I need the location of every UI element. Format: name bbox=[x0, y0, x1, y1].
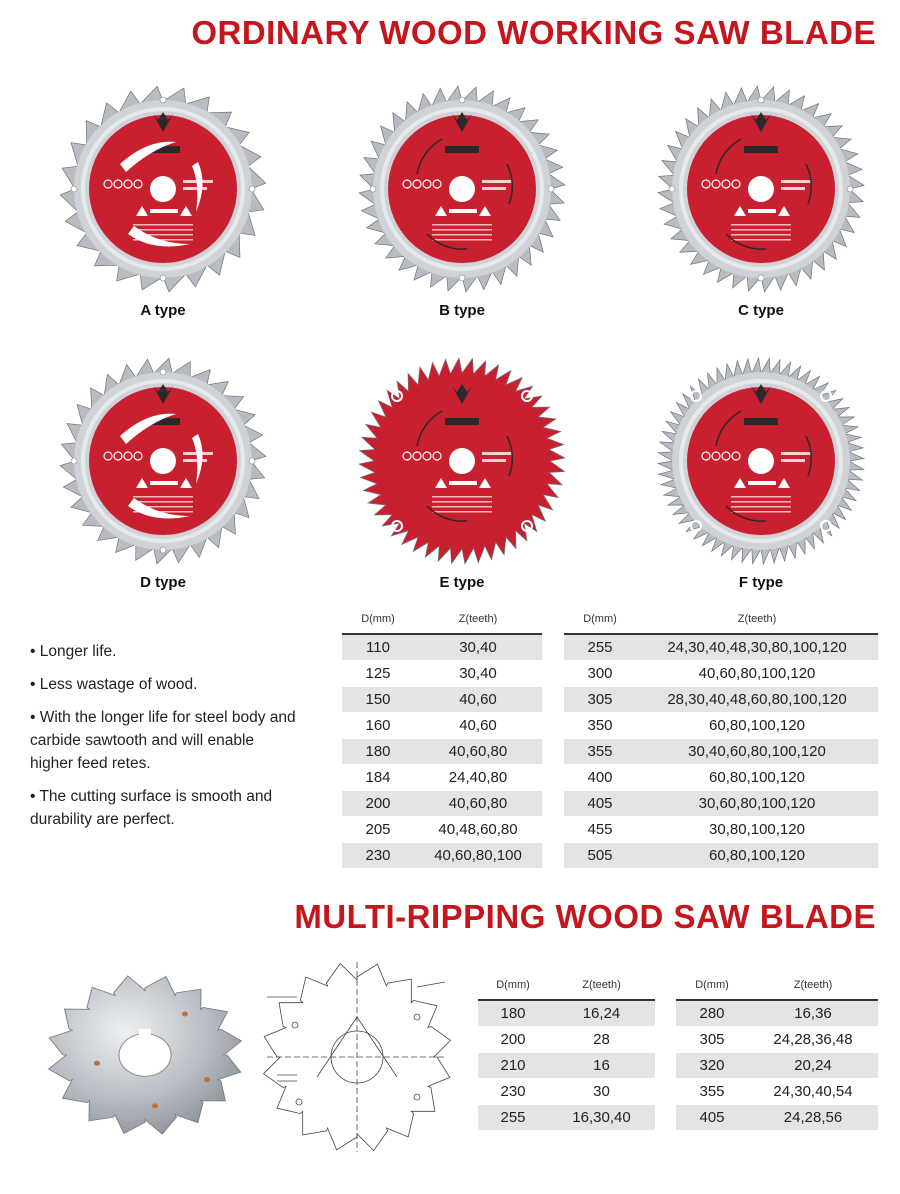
table-row bbox=[342, 712, 542, 738]
table-row bbox=[564, 634, 878, 660]
diameter-cell: 305 bbox=[676, 1026, 748, 1052]
column-header-teeth: Z(teeth) bbox=[582, 978, 621, 991]
table-row bbox=[478, 1052, 655, 1078]
diameter-cell: 350 bbox=[564, 712, 636, 738]
teeth-cell: 60,80,100,120 bbox=[636, 842, 878, 868]
column-header-diameter: D(mm) bbox=[695, 978, 729, 991]
diameter-cell: 125 bbox=[342, 660, 414, 686]
diameter-cell: 280 bbox=[676, 1000, 748, 1026]
table-row bbox=[342, 634, 542, 660]
teeth-cell: 24,30,40,48,30,80,100,120 bbox=[636, 634, 878, 660]
diameter-cell: 255 bbox=[564, 634, 636, 660]
feature-item: • Less wastage of wood. bbox=[30, 673, 298, 696]
teeth-cell: 40,48,60,80 bbox=[414, 816, 542, 842]
blade-b-label: B type bbox=[439, 302, 485, 319]
teeth-cell: 40,60 bbox=[414, 712, 542, 738]
teeth-cell: 24,40,80 bbox=[414, 764, 542, 790]
teeth-cell: 28 bbox=[548, 1026, 655, 1052]
teeth-cell: 20,24 bbox=[748, 1052, 878, 1078]
blade-d bbox=[48, 356, 278, 646]
diameter-cell: 200 bbox=[478, 1026, 548, 1052]
table-row bbox=[564, 764, 878, 790]
teeth-cell: 40,60,80 bbox=[414, 790, 542, 816]
blade-c-label: C type bbox=[738, 302, 784, 319]
diameter-cell: 230 bbox=[342, 842, 414, 868]
multi-ripping-blade-image bbox=[40, 955, 250, 1155]
diameter-cell: 210 bbox=[478, 1052, 548, 1078]
table-row bbox=[676, 1078, 878, 1104]
ordinary-spec-table-right bbox=[564, 604, 878, 869]
diameter-cell: 150 bbox=[342, 686, 414, 712]
teeth-cell: 16,24 bbox=[548, 1000, 655, 1026]
table-row bbox=[564, 686, 878, 712]
diameter-cell: 205 bbox=[342, 816, 414, 842]
diameter-cell: 405 bbox=[676, 1104, 748, 1130]
multi-spec-table-left bbox=[478, 970, 655, 1131]
saw-blade-a-image bbox=[58, 84, 268, 294]
teeth-cell: 40,60 bbox=[414, 686, 542, 712]
teeth-cell: 40,60,80 bbox=[414, 738, 542, 764]
diameter-cell: 300 bbox=[564, 660, 636, 686]
teeth-cell: 24,28,56 bbox=[748, 1104, 878, 1130]
diameter-cell: 355 bbox=[676, 1078, 748, 1104]
teeth-cell: 30,40,60,80,100,120 bbox=[636, 738, 878, 764]
teeth-cell: 16,30,40 bbox=[548, 1104, 655, 1130]
diameter-cell: 184 bbox=[342, 764, 414, 790]
teeth-cell: 24,30,40,54 bbox=[748, 1078, 878, 1104]
teeth-cell: 30,40 bbox=[414, 634, 542, 660]
table-row bbox=[478, 1078, 655, 1104]
diameter-cell: 455 bbox=[564, 816, 636, 842]
teeth-cell: 28,30,40,48,60,80,100,120 bbox=[636, 686, 878, 712]
table-row bbox=[564, 842, 878, 868]
table-row bbox=[564, 738, 878, 764]
diameter-cell: 320 bbox=[676, 1052, 748, 1078]
table-row bbox=[478, 1000, 655, 1026]
teeth-cell: 16 bbox=[548, 1052, 655, 1078]
teeth-cell: 30,80,100,120 bbox=[636, 816, 878, 842]
saw-blade-c-image bbox=[656, 84, 866, 294]
column-header-diameter: D(mm) bbox=[583, 612, 617, 625]
teeth-cell: 24,28,36,48 bbox=[748, 1026, 878, 1052]
diameter-cell: 305 bbox=[564, 686, 636, 712]
saw-blade-f-image bbox=[656, 356, 866, 566]
teeth-cell: 40,60,80,100 bbox=[414, 842, 542, 868]
table-row bbox=[342, 816, 542, 842]
teeth-cell: 60,80,100,120 bbox=[636, 712, 878, 738]
table-row bbox=[676, 1026, 878, 1052]
diameter-cell: 405 bbox=[564, 790, 636, 816]
diameter-cell: 180 bbox=[342, 738, 414, 764]
table-row bbox=[342, 764, 542, 790]
table-row bbox=[342, 790, 542, 816]
column-header-teeth: Z(teeth) bbox=[793, 978, 833, 991]
multi-ripping-heading: MULTI-RIPPING WOOD SAW BLADE bbox=[294, 898, 876, 935]
table-row bbox=[564, 660, 878, 686]
ordinary-spec-table-left bbox=[342, 604, 542, 869]
diameter-cell: 110 bbox=[342, 634, 414, 660]
table-row bbox=[342, 686, 542, 712]
teeth-cell: 40,60,80,100,120 bbox=[636, 660, 878, 686]
table-row bbox=[342, 738, 542, 764]
diameter-cell: 180 bbox=[478, 1000, 548, 1026]
blade-a-label: A type bbox=[140, 302, 186, 319]
table-row bbox=[564, 790, 878, 816]
diameter-cell: 200 bbox=[342, 790, 414, 816]
table-row bbox=[478, 1104, 655, 1130]
feature-item: • With the longer life for steel body and carbide sawtooth and will enable higher feed retes. bbox=[30, 706, 298, 775]
teeth-cell: 30,40 bbox=[414, 660, 542, 686]
teeth-cell: 30 bbox=[548, 1078, 655, 1104]
table-row bbox=[342, 660, 542, 686]
diameter-cell: 400 bbox=[564, 764, 636, 790]
blade-a bbox=[48, 84, 278, 374]
diameter-cell: 255 bbox=[478, 1104, 548, 1130]
column-header-teeth: Z(teeth) bbox=[458, 612, 498, 625]
diameter-cell: 505 bbox=[564, 842, 636, 868]
table-row bbox=[564, 816, 878, 842]
teeth-cell: 60,80,100,120 bbox=[636, 764, 878, 790]
ordinary-heading: ORDINARY WOOD WORKING SAW BLADE bbox=[191, 14, 876, 51]
diameter-cell: 355 bbox=[564, 738, 636, 764]
column-header-teeth: Z(teeth) bbox=[737, 612, 777, 625]
teeth-cell: 30,60,80,100,120 bbox=[636, 790, 878, 816]
table-row bbox=[478, 1026, 655, 1052]
technical-drawing-image bbox=[262, 945, 462, 1165]
saw-blade-b-image bbox=[357, 84, 567, 294]
multi-spec-table-right bbox=[676, 970, 878, 1131]
table-row bbox=[342, 842, 542, 868]
feature-item: • Longer life. bbox=[30, 640, 298, 663]
blade-e-label: E type bbox=[439, 574, 485, 591]
blade-c bbox=[646, 84, 876, 374]
saw-blade-d-image bbox=[58, 356, 268, 566]
teeth-cell: 16,36 bbox=[748, 1000, 878, 1026]
table-row bbox=[676, 1104, 878, 1130]
table-row bbox=[676, 1000, 878, 1026]
blade-e bbox=[347, 356, 577, 646]
blade-b bbox=[347, 84, 577, 374]
blade-d-label: D type bbox=[140, 574, 186, 591]
diameter-cell: 160 bbox=[342, 712, 414, 738]
feature-item: • The cutting surface is smooth and durability are perfect. bbox=[30, 785, 298, 831]
table-row bbox=[564, 712, 878, 738]
blade-f bbox=[646, 356, 876, 646]
saw-blade-e-image bbox=[357, 356, 567, 566]
column-header-diameter: D(mm) bbox=[361, 612, 395, 625]
table-row bbox=[676, 1052, 878, 1078]
blade-f-label: F type bbox=[738, 574, 784, 591]
diameter-cell: 230 bbox=[478, 1078, 548, 1104]
column-header-diameter: D(mm) bbox=[496, 978, 530, 991]
feature-list bbox=[30, 640, 298, 841]
